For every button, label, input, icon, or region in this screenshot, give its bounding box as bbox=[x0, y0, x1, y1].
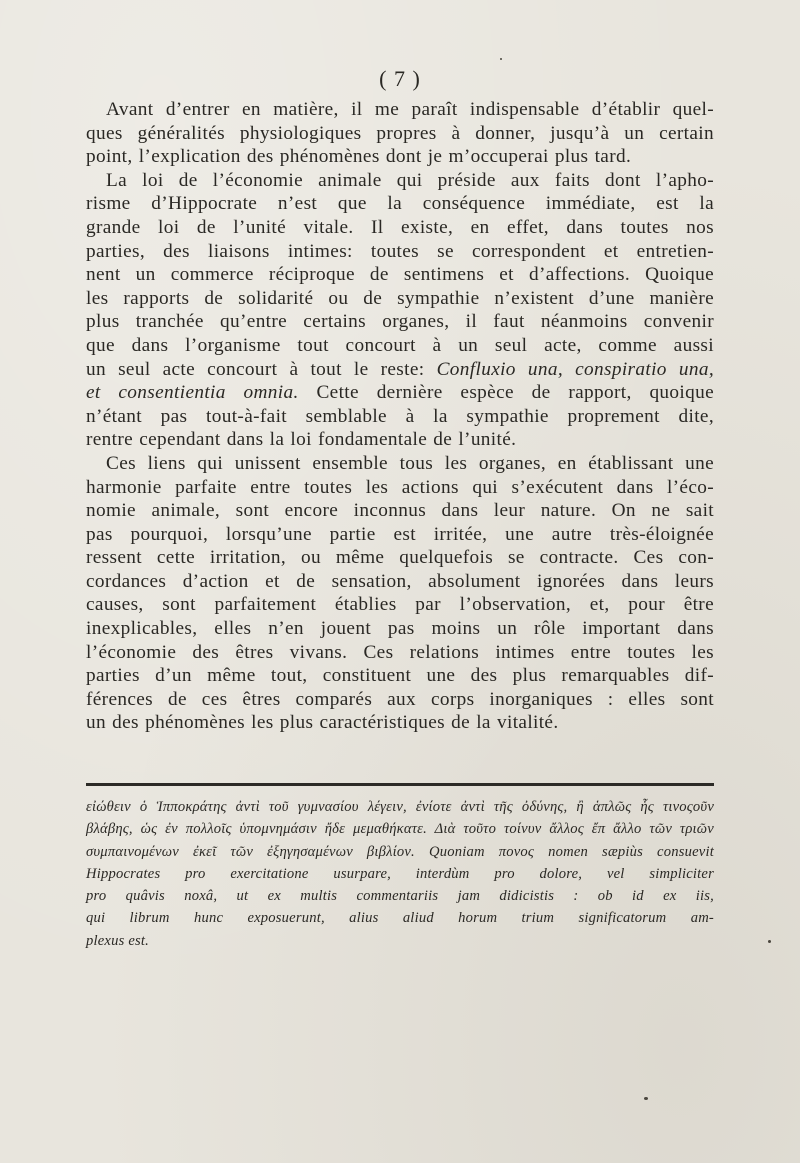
paragraph-line: parties d’un même tout, constituent une des plus remarquables dif- bbox=[86, 665, 714, 687]
paragraph-line: point, l’explication des phénomènes dont je m’occuperai plus tard. bbox=[86, 146, 632, 168]
paragraph-line: un des phénomènes les plus caractéristiques de la vitalité. bbox=[86, 712, 559, 734]
paragraph-line: les rapports de solidarité ou de sympathie n’existent d’une manière bbox=[86, 287, 714, 309]
footnote-line: pro quâvis noxâ, ut ex multis commentariis jam didicistis : ob id ex iis, bbox=[86, 888, 714, 905]
footnote-line: plexus est. bbox=[86, 932, 149, 949]
text-segment: Cette dernière espèce de rapport, quoique bbox=[316, 382, 715, 404]
paragraph-line: nomie animale, sont encore inconnus dans leur nature. On ne sait bbox=[86, 500, 714, 522]
paragraph-line: harmonie parfaite entre toutes les actions qui s’exécutent dans l’éco- bbox=[86, 476, 714, 498]
paper-speck bbox=[500, 58, 502, 60]
footnote-line: εἰώθειν ὁ Ἱπποκράτης ἀντὶ τοῦ γυμνασίου λέγειν, ἐνίοτε ἀντὶ τῆς ὀδύνης, ἢ ἁπλῶς ἧς τινοςοῦν bbox=[86, 799, 714, 815]
footnote-line bbox=[86, 841, 714, 863]
footnote-line: Hippocrates pro exercitatione usurpare, interdùm pro dolore, vel simpliciter bbox=[86, 865, 714, 882]
paragraph-line: causes, sont parfaitement établies par l’observation, et, pour être bbox=[86, 594, 714, 616]
paragraph-line: Ces liens qui unissent ensemble tous les organes, en établissant une bbox=[106, 452, 714, 474]
latin-segment: nomen sæpiùs consuevit bbox=[548, 843, 714, 860]
greek-segment: συμπαινομένων ἐκεῖ τῶν ἐξηγησαμένων βιβλίον. bbox=[86, 843, 415, 860]
paragraph-line: que dans l’organisme tout concourt à un seul acte, comme aussi bbox=[86, 334, 714, 356]
text-segment: un seul acte concourt à tout le reste: bbox=[86, 358, 425, 380]
latin-segment: Quoniam bbox=[428, 843, 485, 860]
footnote-divider bbox=[86, 783, 714, 786]
latin-quote: Confluxio una, conspiratio una, bbox=[436, 358, 715, 380]
paragraph-line bbox=[86, 358, 714, 382]
paragraph-line: n’étant pas tout-à-fait semblable à la sympathie proprement dite, bbox=[86, 405, 714, 427]
page-number: ( 7 ) bbox=[379, 66, 421, 91]
paragraph-line: inexplicables, elles n’en jouent pas moins un rôle important dans bbox=[86, 618, 714, 640]
paper-speck bbox=[768, 940, 771, 943]
paragraph-line: ques généralités physiologiques propres à donner, jusqu’à un certain bbox=[86, 122, 714, 144]
paragraph-line: grande loi de l’unité vitale. Il existe, en effet, dans toutes nos bbox=[86, 216, 714, 238]
paper-speck bbox=[644, 1097, 648, 1100]
paragraph-line: plus tranchée qu’entre certains organes, il faut néanmoins convenir bbox=[86, 311, 714, 333]
paragraph-line: Avant d’entrer en matière, il me paraît indispensable d’établir quel- bbox=[106, 99, 714, 120]
paragraph-line: La loi de l’économie animale qui préside aux faits dont l’apho- bbox=[106, 169, 714, 191]
paragraph-line: l’économie des êtres vivans. Ces relations intimes entre toutes les bbox=[86, 641, 714, 663]
greek-word: πονος bbox=[498, 843, 535, 860]
paragraph-line: ressent cette irritation, ou même quelquefois se contracte. Ces con- bbox=[86, 547, 714, 569]
paragraph-line: parties, des liaisons intimes: toutes se correspondent et entretien- bbox=[86, 240, 714, 262]
paragraph-line bbox=[86, 381, 714, 405]
paragraph-line: rentre cependant dans la loi fondamentale de l’unité. bbox=[86, 429, 517, 451]
paragraph-line: pas pourquoi, lorsqu’une partie est irritée, une autre très-éloignée bbox=[86, 523, 714, 545]
paragraph-line: risme d’Hippocrate n’est que la conséquence immédiate, est la bbox=[86, 193, 714, 215]
footnote-line: βλάβης, ὡς ἐν πολλοῖς ὑπομνημάσιν ἤδε μεμαθήκατε. Διὰ τοῦτο τοίνυν ἄλλος ἔπ ἄλλο τῶν τριῶν bbox=[86, 821, 714, 838]
footnote bbox=[86, 796, 714, 952]
footnote-line: qui librum hunc exposuerunt, alius aliud horum trium significatorum am- bbox=[86, 910, 714, 927]
paragraph-line: cordances d’action et de sensation, absolument ignorées dans leurs bbox=[86, 570, 714, 592]
latin-quote: et consentientia omnia. bbox=[86, 382, 299, 404]
main-text bbox=[86, 98, 714, 735]
paragraph-line: nent un commerce réciproque de sentimens et d’affections. Quoique bbox=[86, 264, 714, 286]
paragraph-line: férences de ces êtres comparés aux corps inorganiques : elles sont bbox=[86, 688, 714, 710]
